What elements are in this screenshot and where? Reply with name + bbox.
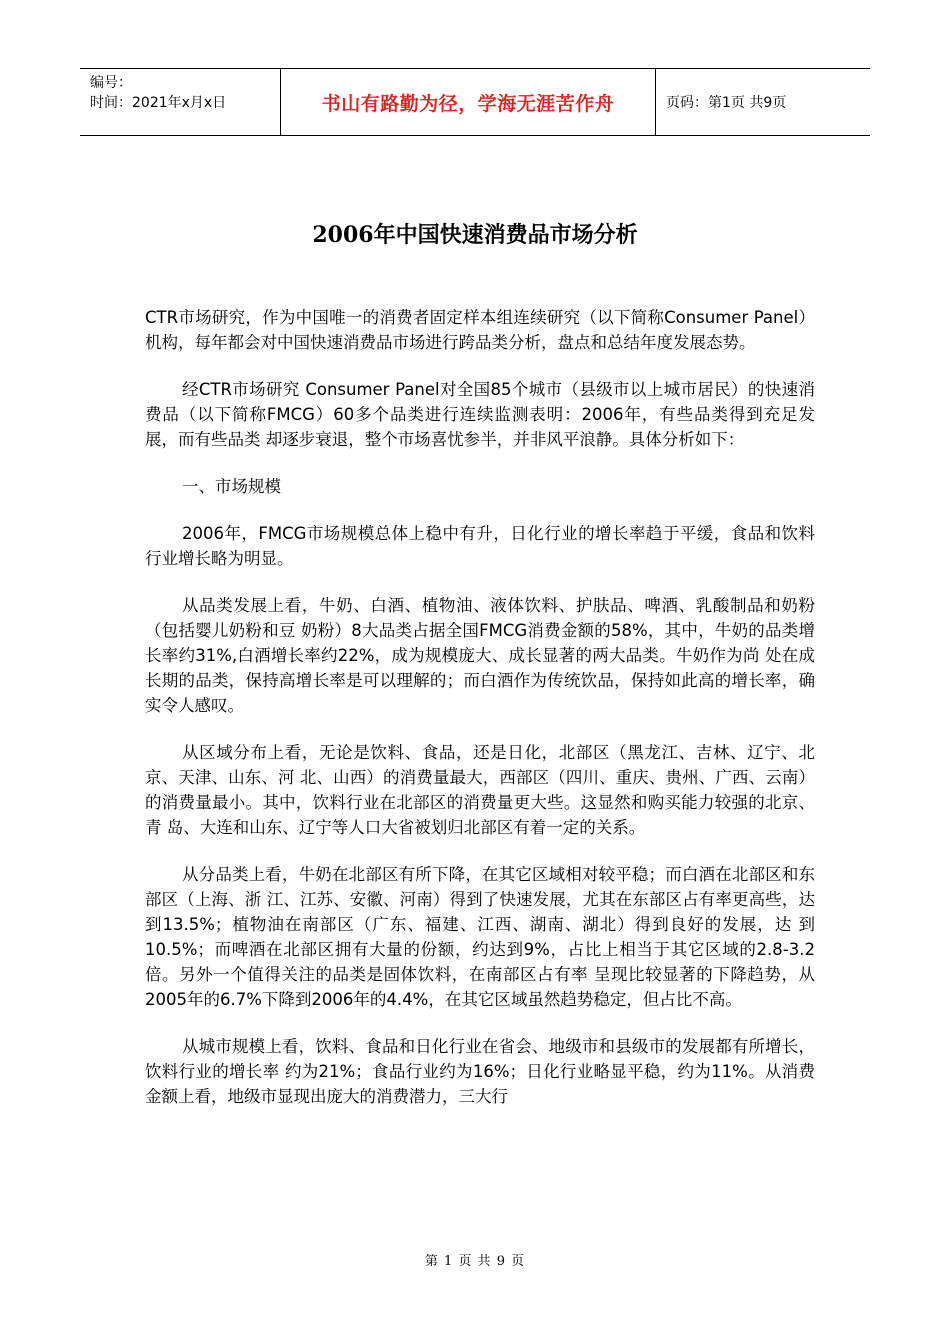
paragraph: 从区域分布上看，无论是饮料、食品，还是日化，北部区（黑龙江、吉林、辽宁、北京、天津、山东、河 北、山西）的消费量最大，西部区（四川、重庆、贵州、广西、云南）的消费量最小。其中，饮料行业在北部区的消费量更大些。这显然和购买能力较强的北京、青 岛、大连和山东、辽宁等人口大省被划归北部区有着一定的关系。 xyxy=(145,743,815,837)
document-title: 2006年中国快速消费品市场分析 xyxy=(312,222,638,248)
document-body xyxy=(145,305,815,1131)
paragraph: 经CTR市场研究 Consumer Panel对全国85个城市（县级市以上城市居民）的快速消费品（以下简称FMCG）60多个品类进行连续监测表明：2006年，有些品类得到充足发展，而有些品类 却逐步衰退，整个市场喜忧参半，并非风平浪静。具体分析如下： xyxy=(145,380,815,449)
paragraph: 2006年，FMCG市场规模总体上稳中有升，日化行业的增长率趋于平缓，食品和饮料行业增长略为明显。 xyxy=(145,524,815,568)
paragraph: CTR市场研究，作为中国唯一的消费者固定样本组连续研究（以下简称Consumer Panel）机构，每年都会对中国快速消费品市场进行跨品类分析，盘点和总结年度发展态势。 xyxy=(145,308,815,352)
section-heading: 一、市场规模 xyxy=(182,477,281,496)
paragraph: 从分品类上看，牛奶在北部区有所下降，在其它区域相对较平稳；而白酒在北部区和东部区（上海、浙 江、江苏、安徽、河南）得到了快速发展，尤其在东部区占有率更高些，达到13.5%；植物油在南部区（广东、福建、江西、湖南、湖北）得到良好的发展，达 到10.5%；而啤酒在北部区拥有大量的份额，约达到9%，占比上相当于其它区域的2.8-3.2倍。另外一个值得关注的品类是固体饮料，在南部区占有率 呈现比较显著的下降趋势，从2005年的6.7%下降到2006年的4.4%，在其它区域虽然趋势稳定，但占比不高。 xyxy=(145,865,815,1009)
document-number-label: 编号： xyxy=(90,75,132,91)
paragraph: 从品类发展上看，牛奶、白酒、植物油、液体饮料、护肤品、啤酒、乳酸制品和奶粉（包括婴儿奶粉和豆 奶粉）8大品类占据全国FMCG消费金额的58%，其中，牛奶的品类增长率约31%,白酒增长率约22%，成为规模庞大、成长显著的两大品类。牛奶作为尚 处在成长期的品类，保持高增长率是可以理解的；而白酒作为传统饮品，保持如此高的增长率，确实令人感叹。 xyxy=(145,596,815,715)
header-motto: 书山有路勤为径，学海无涯苦作舟 xyxy=(281,69,656,135)
document-time-label: 时间：2021年x月x日 xyxy=(90,95,227,111)
page-footer: 第 1 页 共 9 页 xyxy=(424,1254,526,1269)
header-page-info: 页码：第1页 共9页 xyxy=(666,95,787,111)
header-meta-cell xyxy=(80,69,281,135)
header-table xyxy=(80,68,870,136)
paragraph: 从城市规模上看，饮料、食品和日化行业在省会、地级市和县级市的发展都有所增长，饮料行业的增长率 约为21%；食品行业约为16%；日化行业略显平稳，约为11%。从消费金额上看，地级市显现出庞大的消费潜力，三大行 xyxy=(145,1037,815,1106)
